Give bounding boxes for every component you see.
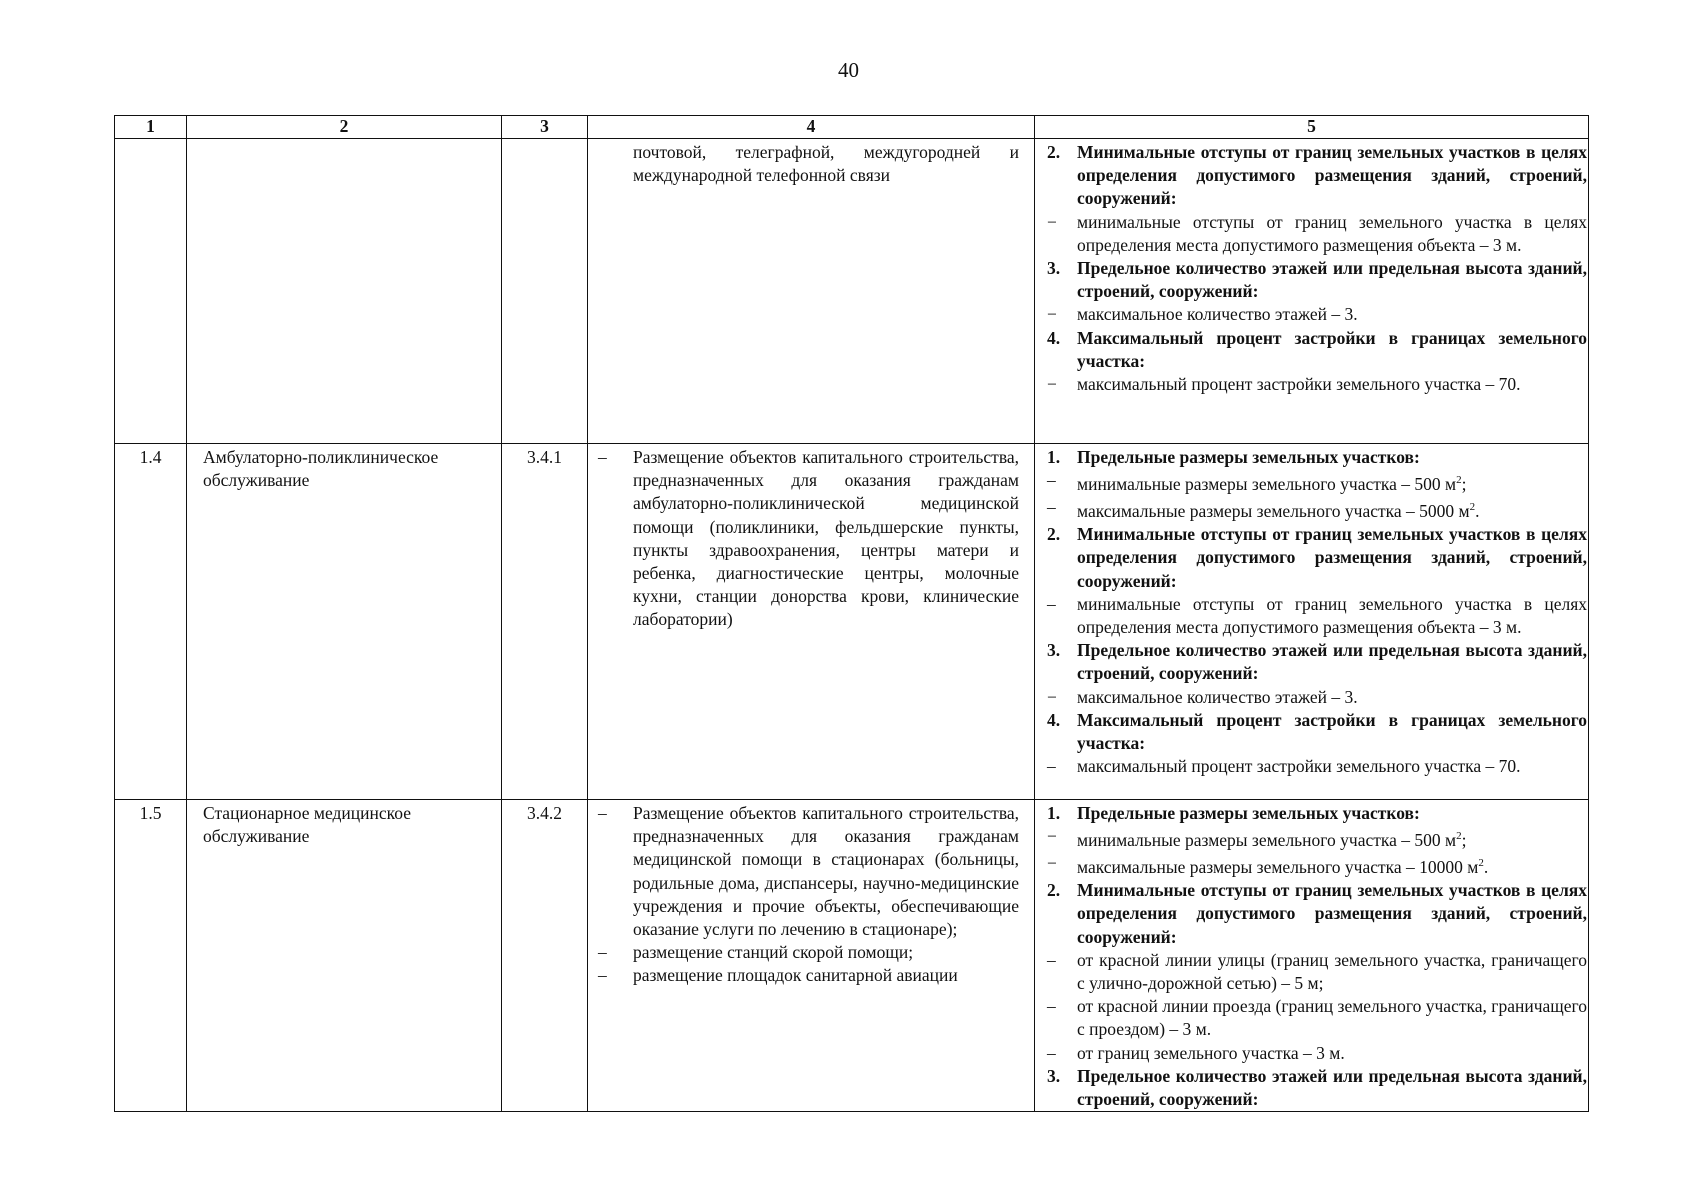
- bullet-dash: –: [1047, 996, 1056, 1017]
- section-heading: [1047, 141, 1587, 211]
- section-title: [1077, 879, 1587, 949]
- bullet-dash: –: [1047, 949, 1056, 970]
- list-item: [1047, 593, 1587, 639]
- bullet-dash: –: [1047, 1042, 1056, 1063]
- bullet-dash: –: [598, 965, 607, 986]
- text-segment: Предельные размеры земельных участков:: [1077, 803, 1420, 823]
- row-params: [1035, 444, 1589, 800]
- item-text: [1077, 686, 1587, 709]
- header-col-2: 2: [187, 116, 502, 139]
- text-segment: минимальные размеры земельного участка – 500 м: [1077, 474, 1457, 495]
- punctuation: ;: [1461, 830, 1467, 851]
- cell-description: [588, 139, 1035, 444]
- row-code: 3.4.2: [502, 800, 588, 1112]
- list-item: [1047, 995, 1587, 1041]
- bullet-dash: –: [1047, 593, 1056, 614]
- superscript: 2: [1456, 474, 1462, 487]
- section-title: [1077, 802, 1587, 825]
- row-code: 3.4.1: [502, 444, 588, 800]
- bullet-dash: −: [1047, 686, 1057, 707]
- section-number: 4.: [1047, 327, 1061, 348]
- text-segment: от красной линии улицы (границ земельного участка, граничащего с улично-дорожной сетью) – 5 м;: [1077, 949, 1587, 994]
- text-segment: максимальное количество этажей – 3.: [1077, 686, 1358, 707]
- section-heading: [1047, 327, 1587, 373]
- table-row-1-4: [115, 444, 1589, 800]
- section-heading: [1047, 639, 1587, 685]
- header-col-5: 5: [1035, 116, 1589, 139]
- text-segment: минимальные отступы от границ земельного участка в целях определения места допустимого размещения объекта – 3 м.: [1077, 593, 1587, 638]
- bullet-dash: −: [1047, 853, 1057, 874]
- row-params: [1035, 800, 1589, 1112]
- text-segment: максимальные размеры земельного участка – 5000 м: [1077, 501, 1470, 522]
- superscript: 2: [1456, 830, 1462, 843]
- table-row-1-5: [115, 800, 1589, 1112]
- section-number: 2.: [1047, 142, 1061, 162]
- text-segment: Минимальные отступы от границ земельных участков в целях определения допустимого размещения зданий, строений, сооружений:: [1077, 142, 1587, 209]
- header-col-3: 3: [502, 116, 588, 139]
- row-name: Амбулаторно-поликлиническое обслуживание: [187, 444, 502, 800]
- section-number: 2.: [1047, 880, 1061, 901]
- bullet-dash: –: [598, 447, 607, 467]
- list-item: [596, 446, 1019, 632]
- continuation-text: почтовой, телеграфной, междугородней и международной телефонной связи: [633, 142, 1019, 186]
- section-number: 4.: [1047, 709, 1061, 730]
- bullet-dash: –: [1047, 756, 1056, 777]
- bullet-dash: –: [598, 803, 607, 823]
- text-segment: Предельное количество этажей или предельная высота зданий, строений, сооружений:: [1077, 640, 1587, 684]
- item-text: [1077, 469, 1587, 496]
- section-number: 1.: [1047, 447, 1061, 467]
- text-segment: Минимальные отступы от границ земельных участков в целях определения допустимого размещения зданий, строений, сооружений:: [1077, 880, 1587, 947]
- section-heading: [1047, 523, 1587, 593]
- text-segment: размещение станций скорой помощи;: [633, 942, 914, 963]
- text-segment: максимальный процент застройки земельного участка – 70.: [1077, 374, 1521, 395]
- item-text: [1077, 1042, 1587, 1065]
- regulations-table: [114, 115, 1589, 1112]
- punctuation: .: [1483, 857, 1489, 878]
- text-segment: от границ земельного участка – 3 м.: [1077, 1042, 1345, 1063]
- list-item: [1047, 469, 1587, 496]
- bullet-dash: –: [598, 942, 607, 963]
- text-segment: от красной линии проезда (границ земельного участка, граничащего с проездом) – 3 м.: [1077, 996, 1587, 1040]
- header-col-1: 1: [115, 116, 187, 139]
- section-number: 3.: [1047, 640, 1061, 661]
- list-item: [596, 941, 1019, 964]
- text-segment: Максимальный процент застройки в границах земельного участка:: [1077, 327, 1587, 371]
- list-item: [1047, 373, 1587, 396]
- list-item: [1047, 852, 1587, 879]
- bullet-dash: −: [1047, 374, 1057, 395]
- text-segment: Предельные размеры земельных участков:: [1077, 447, 1420, 467]
- list-item: [596, 964, 1019, 987]
- text-segment: Максимальный процент застройки в границах земельного участка:: [1077, 709, 1587, 754]
- section-title: [1077, 141, 1587, 211]
- section-number: 3.: [1047, 258, 1061, 279]
- section-title: [1077, 639, 1587, 685]
- superscript: 2: [1478, 857, 1484, 870]
- section-number: 3.: [1047, 1065, 1061, 1086]
- punctuation: ;: [1461, 474, 1467, 495]
- section-title: [1077, 327, 1587, 373]
- item-text: [1077, 852, 1587, 879]
- bullet-dash: −: [1047, 304, 1057, 325]
- superscript: 2: [1469, 501, 1476, 514]
- row-number: 1.5: [115, 800, 187, 1112]
- section-title: [1077, 1065, 1587, 1111]
- section-title: [1077, 523, 1587, 593]
- cell-code: [502, 139, 588, 444]
- bullet-dash: –: [1047, 470, 1056, 491]
- bullet-dash: –: [1047, 497, 1056, 518]
- text-segment: размещение площадок санитарной авиации: [633, 965, 958, 986]
- list-item: [1047, 1042, 1587, 1065]
- item-text: [1077, 825, 1587, 852]
- item-text: [1077, 995, 1587, 1041]
- text-segment: минимальные отступы от границ земельного участка в целях определения места допустимого размещения объекта – 3 м.: [1077, 211, 1587, 255]
- cell-num: [115, 139, 187, 444]
- item-text: [1077, 593, 1587, 639]
- text-segment: максимальные размеры земельного участка – 10000 м: [1077, 857, 1479, 878]
- section-title: [1077, 446, 1587, 469]
- item-text: [1077, 373, 1587, 396]
- row-description: [588, 800, 1035, 1112]
- item-text: [1077, 755, 1587, 778]
- text-segment: Размещение объектов капитального строительства, предназначенных для оказания гражданам амбулаторно-поликлинической медицинской помощи (поликлиники, фельдшерские пункты, пункты здравоохранения, центры матери и ребенка, диагностические центры, молочные кухни, станции донорства крови, клинические лаборатории): [633, 447, 1019, 630]
- item-text: [633, 446, 1019, 632]
- section-number: 2.: [1047, 524, 1061, 545]
- list-item: [1047, 686, 1587, 709]
- list-item: [1047, 949, 1587, 995]
- item-text: [1077, 496, 1587, 523]
- item-text: [1077, 949, 1587, 995]
- list-item: [596, 802, 1019, 941]
- text-segment: Минимальные отступы от границ земельных участков в целях определения допустимого размещения зданий, строений, сооружений:: [1077, 524, 1587, 591]
- section-title: [1077, 257, 1587, 303]
- text-segment: минимальные размеры земельного участка – 500 м: [1077, 830, 1457, 851]
- section-title: [1077, 709, 1587, 755]
- section-heading: [1047, 257, 1587, 303]
- row-number: 1.4: [115, 444, 187, 800]
- text-segment: Предельное количество этажей или предельная высота зданий, строений, сооружений:: [1077, 1065, 1587, 1110]
- list-item: [1047, 825, 1587, 852]
- section-heading: [1047, 446, 1587, 469]
- text-segment: Предельное количество этажей или предельная высота зданий, строений, сооружений:: [1077, 258, 1587, 302]
- item-text: [633, 941, 1019, 964]
- header-col-4: 4: [588, 116, 1035, 139]
- page-number: 40: [838, 58, 859, 82]
- item-text: [633, 964, 1019, 987]
- item-text: [1077, 211, 1587, 257]
- section-number: 1.: [1047, 803, 1061, 823]
- bullet-dash: −: [1047, 826, 1057, 847]
- list-item: [1047, 496, 1587, 523]
- text-segment: Размещение объектов капитального строительства, предназначенных для оказания гражданам медицинской помощи в стационарах (больницы, родильные дома, диспансеры, научно-медицинские учреждения и прочие объекты, обеспечивающие оказание услуги по лечению в стационаре);: [633, 803, 1019, 940]
- header-row: [115, 116, 1589, 139]
- row-name: Стационарное медицинское обслуживание: [187, 800, 502, 1112]
- punctuation: .: [1475, 501, 1480, 522]
- row-description: [588, 444, 1035, 800]
- list-item: [1047, 303, 1587, 326]
- bullet-dash: −: [1047, 211, 1057, 232]
- item-text: [1077, 303, 1587, 326]
- text-segment: максимальный процент застройки земельного участка – 70.: [1077, 756, 1521, 777]
- list-item: [1047, 755, 1587, 778]
- section-heading: [1047, 802, 1587, 825]
- section-heading: [1047, 709, 1587, 755]
- cell-params: [1035, 139, 1589, 444]
- table-row-continuation: [115, 139, 1589, 444]
- text-segment: максимальное количество этажей – 3.: [1077, 304, 1358, 325]
- item-text: [633, 802, 1019, 941]
- cell-name: [187, 139, 502, 444]
- section-heading: [1047, 879, 1587, 949]
- list-item: [1047, 211, 1587, 257]
- section-heading: [1047, 1065, 1587, 1111]
